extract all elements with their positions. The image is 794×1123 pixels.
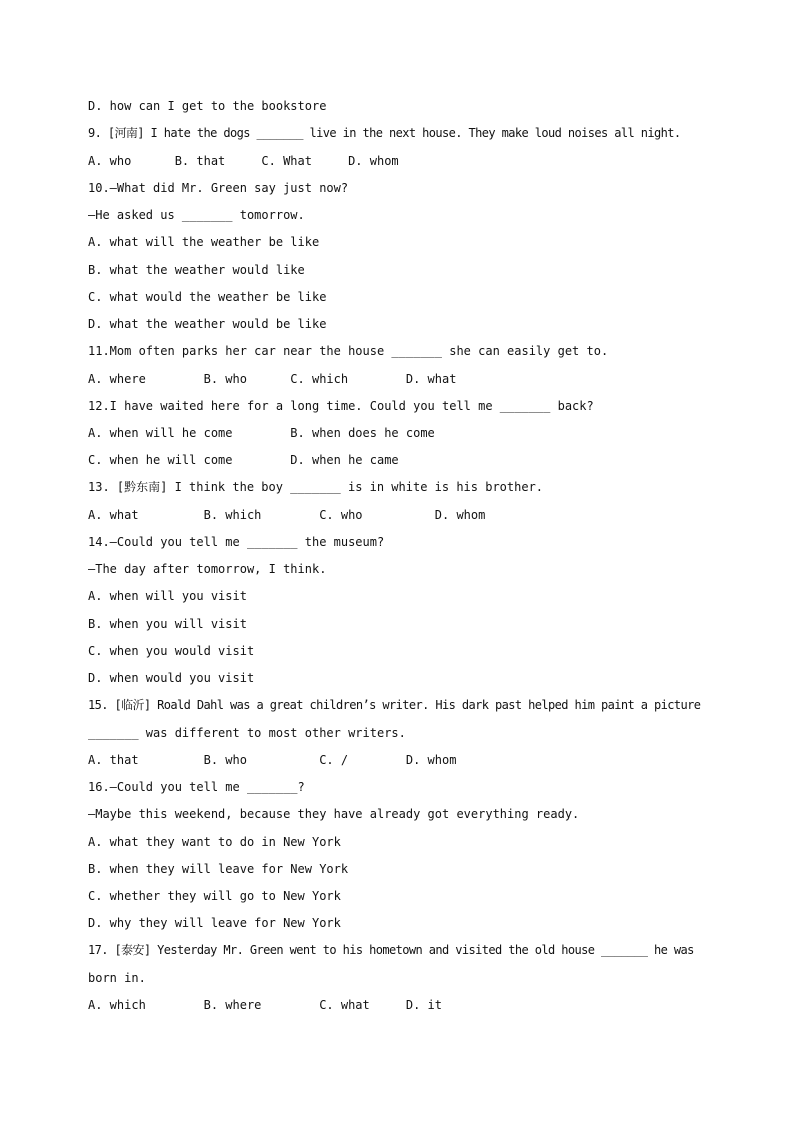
q15-question-line-2: _______ was different to most other writers. xyxy=(88,726,406,740)
q10-option-d: D. what the weather would be like xyxy=(88,317,327,331)
q16-option-d: D. why they will leave for New York xyxy=(88,916,341,930)
q14-dialogue-1: 14.—Could you tell me _______ the museum? xyxy=(88,535,385,549)
q17-options: A. which B. where C. what D. it xyxy=(88,998,443,1012)
q12-options-cd: C. when he will come D. when he came xyxy=(88,453,399,467)
q15-options: A. that B. who C. / D. whom xyxy=(88,753,457,767)
q10-option-c: C. what would the weather be like xyxy=(88,290,327,304)
q16-option-c: C. whether they will go to New York xyxy=(88,889,341,903)
q16-dialogue-1: 16.—Could you tell me _______? xyxy=(88,780,305,794)
q14-option-a: A. when will you visit xyxy=(88,589,247,603)
q11-question: 11.Mom often parks her car near the house _______ she can easily get to. xyxy=(88,344,609,358)
q11-options: A. where B. who C. which D. what xyxy=(88,372,457,386)
q9-options: A. who B. that C. What D. whom xyxy=(88,154,399,168)
q14-option-b: B. when you will visit xyxy=(88,617,247,631)
q16-dialogue-2: —Maybe this weekend, because they have already got everything ready. xyxy=(88,807,580,821)
q9-question: 9. [河南] I hate the dogs _______ live in the next house. They make loud noises all night. xyxy=(88,126,681,140)
q15-question-line-1: 15. [临沂] Roald Dahl was a great children’s writer. His dark past helped him paint a picture xyxy=(88,698,701,712)
q10-dialogue-1: 10.—What did Mr. Green say just now? xyxy=(88,181,349,195)
q17-question-line-1: 17. [泰安] Yesterday Mr. Green went to his hometown and visited the old house _______ he was xyxy=(88,943,694,957)
q10-dialogue-2: —He asked us _______ tomorrow. xyxy=(88,208,305,222)
q12-options-ab: A. when will he come B. when does he come xyxy=(88,426,435,440)
q12-question: 12.I have waited here for a long time. Could you tell me _______ back? xyxy=(88,399,594,413)
q17-question-line-2: born in. xyxy=(88,971,146,985)
q16-option-b: B. when they will leave for New York xyxy=(88,862,349,876)
q10-option-a: A. what will the weather be like xyxy=(88,235,320,249)
q16-option-a: A. what they want to do in New York xyxy=(88,835,341,849)
q14-dialogue-2: —The day after tomorrow, I think. xyxy=(88,562,327,576)
q13-question: 13. [黔东南] I think the boy _______ is in white is his brother. xyxy=(88,480,544,494)
q14-option-c: C. when you would visit xyxy=(88,644,255,658)
q8-option-d: D. how can I get to the bookstore xyxy=(88,99,327,113)
q10-option-b: B. what the weather would like xyxy=(88,263,305,277)
q14-option-d: D. when would you visit xyxy=(88,671,255,685)
q13-options: A. what B. which C. who D. whom xyxy=(88,508,486,522)
